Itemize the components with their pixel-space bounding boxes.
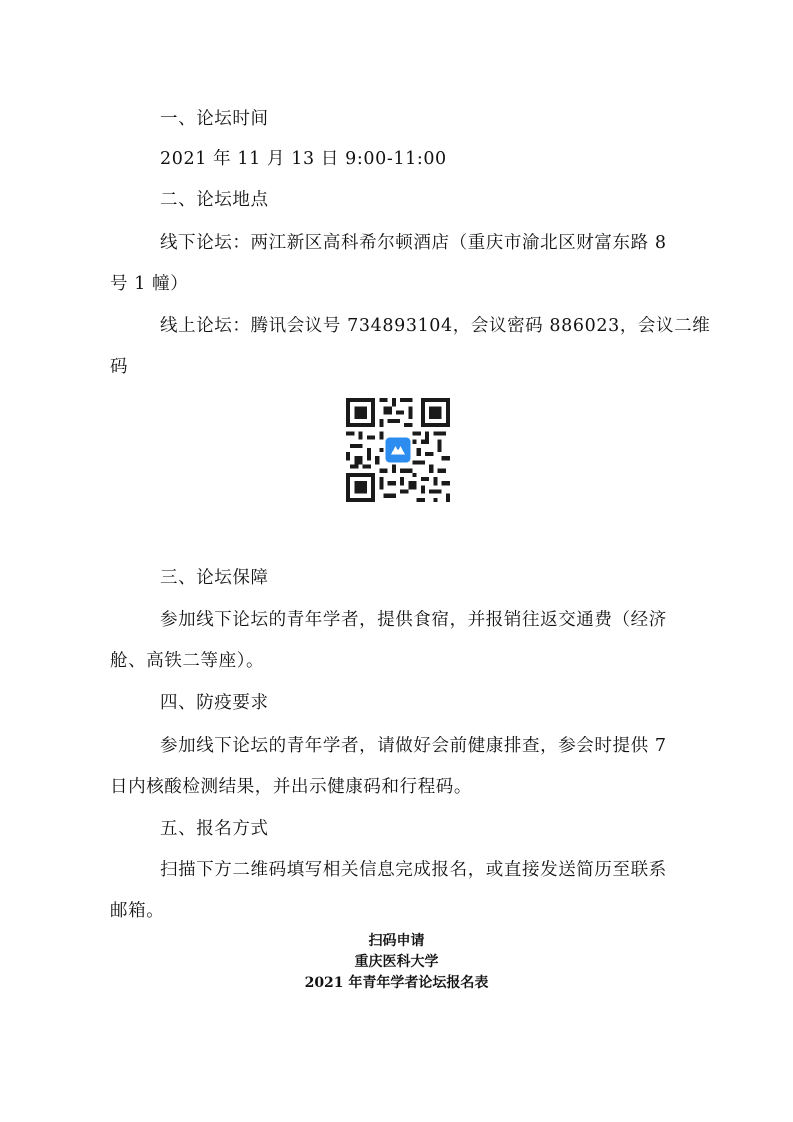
section-time-value: 2021 年 11 月 13 日 9:00-11:00 bbox=[160, 149, 447, 169]
support-body-line1: 参加线下论坛的青年学者，提供食宿，并报销往返交通费（经济 bbox=[160, 610, 667, 630]
qr-caption-line2: 重庆医科大学 bbox=[354, 954, 439, 970]
support-body-line2: 舱、高铁二等座）。 bbox=[110, 651, 265, 671]
section-location-heading: 二、论坛地点 bbox=[160, 190, 269, 210]
section-registration-heading: 五、报名方式 bbox=[160, 819, 269, 839]
epidemic-body-line1: 参加线下论坛的青年学者，请做好会前健康排查，参会时提供 7 bbox=[160, 736, 667, 756]
section-time-heading: 一、论坛时间 bbox=[160, 109, 269, 129]
tencent-meeting-icon bbox=[386, 438, 411, 463]
registration-body-line1: 扫描下方二维码填写相关信息完成报名，或直接发送简历至联系 bbox=[160, 860, 667, 880]
qr-caption-line1: 扫码申请 bbox=[368, 933, 425, 949]
meeting-qr-code bbox=[346, 398, 450, 502]
section-epidemic-heading: 四、防疫要求 bbox=[160, 693, 269, 713]
offline-forum-line2: 号 1 幢） bbox=[110, 274, 189, 294]
registration-body-line2: 邮箱。 bbox=[110, 901, 165, 921]
online-forum-line1: 线上论坛：腾讯会议号 734893104，会议密码 886023，会议二维 bbox=[160, 316, 711, 336]
online-forum-line2: 码 bbox=[110, 357, 129, 377]
offline-forum-line1: 线下论坛：两江新区高科希尔顿酒店（重庆市渝北区财富东路 8 bbox=[160, 233, 667, 253]
section-support-heading: 三、论坛保障 bbox=[160, 568, 269, 588]
qr-code-icon bbox=[346, 398, 450, 502]
qr-caption-line3: 2021 年青年学者论坛报名表 bbox=[304, 975, 489, 991]
epidemic-body-line2: 日内核酸检测结果，并出示健康码和行程码。 bbox=[110, 777, 472, 797]
